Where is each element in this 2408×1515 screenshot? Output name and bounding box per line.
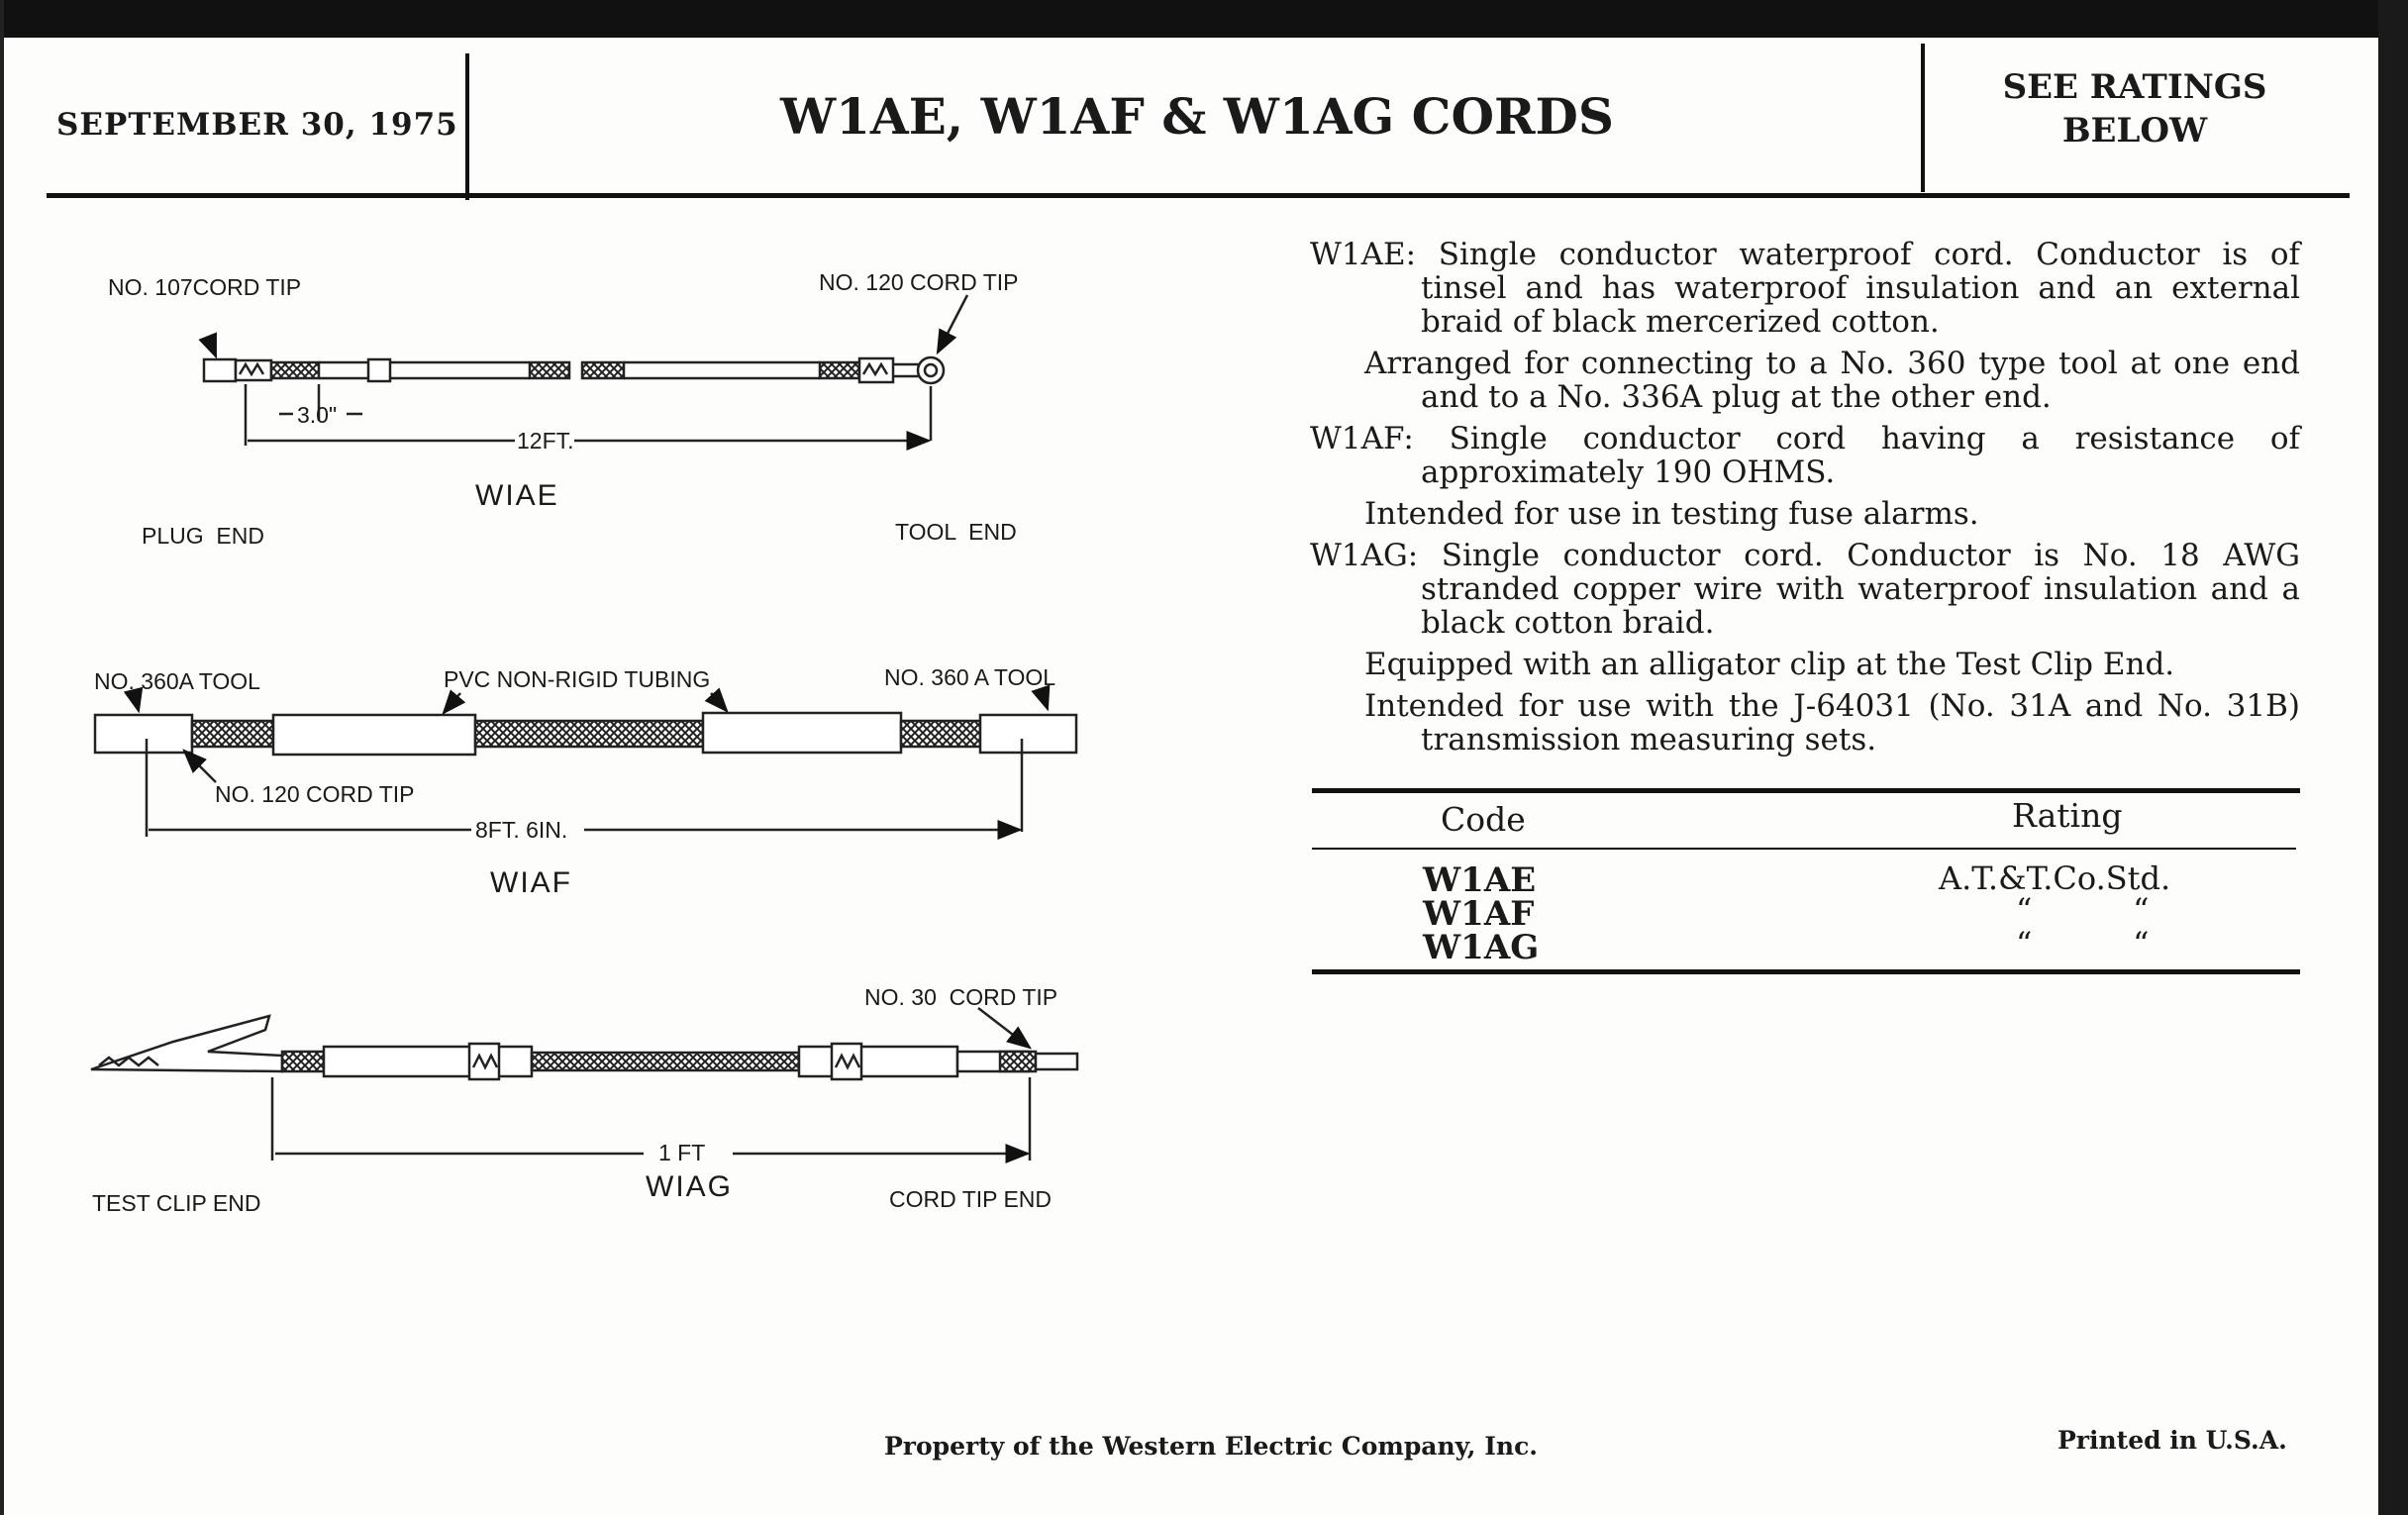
footer-property: Property of the Western Electric Company, Inc. xyxy=(884,1432,1539,1461)
table-code-cell: W1AE xyxy=(1423,860,1537,900)
ratings-note-line: SEE RATINGS xyxy=(2002,67,2267,107)
w1ae-length-dim: 12FT. xyxy=(517,428,574,454)
w1af-left-tool-label: NO. 360A TOOL xyxy=(94,668,260,694)
footer-printed: Printed in U.S.A. xyxy=(2057,1426,2287,1455)
w1ag-name: WIAG xyxy=(646,1170,733,1203)
cord-descriptions xyxy=(1310,238,2300,764)
description-paragraph: W1AE: Single conductor waterproof cord. Conductor is of tinsel and has waterproof insulation and an external braid of black mercerized cotton. xyxy=(1310,237,2300,340)
w1ae-plug-end: PLUG END xyxy=(142,523,264,549)
table-rating-cell: “ “ xyxy=(2016,891,2150,929)
table-bottom-rule xyxy=(1312,969,2300,974)
w1ae-right-tip-label: NO. 120 CORD TIP xyxy=(819,269,1019,295)
page-title: W1AE, W1AF & W1AG CORDS xyxy=(779,87,1615,146)
description-paragraph: Intended for use with the J-64031 (No. 31A and No. 31B) transmission measuring sets. xyxy=(1364,688,2300,758)
table-header-rating: Rating xyxy=(2012,796,2123,835)
description-paragraph: W1AF: Single conductor cord having a resistance of approximately 190 OHMS. xyxy=(1310,421,2300,490)
table-rating-cell: “ “ xyxy=(2016,925,2150,962)
document-date: SEPTEMBER 30, 1975 xyxy=(56,107,458,143)
table-code-cell: W1AG xyxy=(1423,928,1540,967)
description-paragraph: Arranged for connecting to a No. 360 type tool at one end and to a No. 336A plug at the other end. xyxy=(1364,346,2300,415)
w1af-cord xyxy=(95,691,1076,837)
w1ae-tool-end: TOOL END xyxy=(895,519,1017,545)
table-header-rule xyxy=(1312,848,2296,850)
ratings-note-line: BELOW xyxy=(2061,111,2208,151)
description-paragraph: Intended for use in testing fuse alarms. xyxy=(1364,496,1979,532)
w1af-tubing-label: PVC NON-RIGID TUBING xyxy=(444,666,711,692)
description-paragraph: Equipped with an alligator clip at the Test Clip End. xyxy=(1364,647,2175,682)
w1ag-cord-tip-label: NO. 30 CORD TIP xyxy=(864,984,1058,1010)
table-rating-cell: A.T.&T.Co.Std. xyxy=(1939,859,2171,897)
w1ae-name: WIAE xyxy=(475,479,559,512)
w1af-name: WIAF xyxy=(490,866,572,899)
w1af-length-dim: 8FT. 6IN. xyxy=(475,817,568,843)
w1ae-small-dim: 3.0" xyxy=(297,402,338,428)
w1ag-length-dim: 1 FT xyxy=(658,1140,706,1165)
w1ag-cord xyxy=(91,1008,1077,1161)
w1ag-cord-tip-end: CORD TIP END xyxy=(889,1186,1053,1212)
table-code-cell: W1AF xyxy=(1423,894,1535,934)
description-paragraph: W1AG: Single conductor cord. Conductor is No. 18 AWG stranded copper wire with waterproof insulation and a black cotton braid. xyxy=(1310,538,2300,641)
table-header-code: Code xyxy=(1441,800,1526,839)
w1af-cord-tip-label: NO. 120 CORD TIP xyxy=(215,781,415,807)
w1af-right-tool-label: NO. 360 A TOOL xyxy=(884,664,1056,690)
w1ag-test-clip-end: TEST CLIP END xyxy=(92,1190,261,1216)
table-top-rule xyxy=(1312,788,2300,793)
w1ae-left-tip-label: NO. 107CORD TIP xyxy=(108,274,302,300)
